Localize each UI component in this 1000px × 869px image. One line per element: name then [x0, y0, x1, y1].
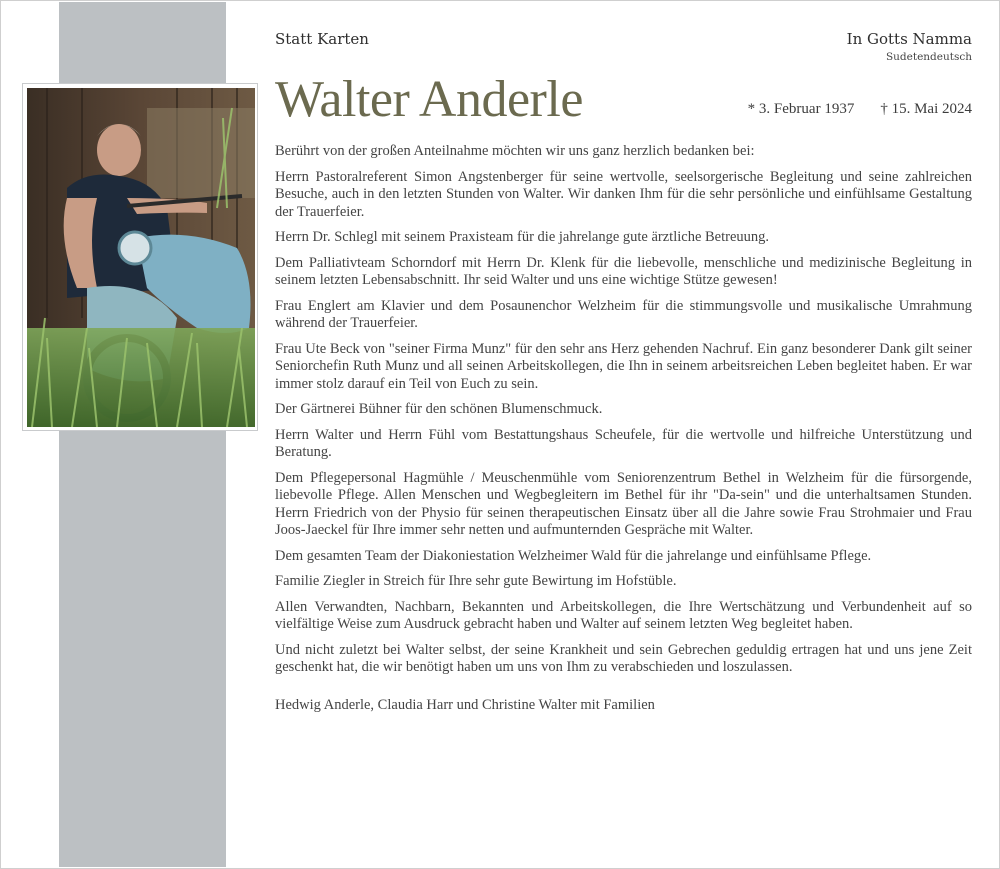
notice-content [275, 30, 972, 714]
thanks-paragraph: Dem gesamten Team der Diakoniestation Welzheimer Wald für die jahrelange und einfühlsame Pflege. [275, 547, 872, 564]
thanks-paragraph: Frau Ute Beck von "seiner Firma Munz" für den sehr ans Herz gehenden Nachruf. Ein ganz besonderer Dank gilt seiner Seniorchefin Ruth Munz und all seinen Arbeitskollegen, die Ihn in seinem arbeitsreichen Leben begleitet haben. Er war immer stolz darauf ein Teil von Euch zu sein. [275, 340, 972, 392]
thanks-paragraph: Herrn Dr. Schlegl mit seinem Praxisteam für die jahrelange gute ärztliche Betreuung. [275, 229, 770, 245]
portrait-photo-icon [27, 88, 255, 427]
thanks-paragraph: Dem Palliativteam Schorndorf mit Herrn Dr. Klenk für die liebevolle, menschliche und medizinische Begleitung in seinem letzten Lebensabschnitt. Ihr seid Walter und uns eine wichtige Stütze gewesen! [275, 254, 972, 288]
header-right-sub: Sudetendeutsch [885, 51, 972, 63]
thanks-paragraph: Herrn Walter und Herrn Fühl vom Bestattungshaus Scheufele, für die wertvolle und hilfreiche Unterstützung und Beratung. [275, 426, 972, 460]
death-date: † 15. Mai 2024 [880, 101, 972, 117]
thanks-paragraph: Allen Verwandten, Nachbarn, Bekannten und Arbeitskollegen, die Ihre Wertschätzung und Verbundenheit auf so vielfältige Weise zum Ausdruck gebracht haben und Walter auf seinem letzten Weg begleitet haben. [275, 598, 972, 632]
header-left-label: Statt Karten [275, 30, 369, 48]
thanks-paragraph: Dem Pflegepersonal Hagmühle / Meuschenmühle vom Seniorenzentrum Bethel in Welzheim für die fürsorgende, liebevolle Pflege. Allen Menschen und Wegbegleitern im Bethel für ihr "Da-sein" und die unterhaltsamen Stunden. Herrn Friedrich von der Physio für seinen therapeutischen Einsatz über all die Jahre sowie Frau Strohmaier und Frau Joos-Jaeckel für Ihre immer sehr netten und aufmunternden Gespräche mit Walter. [275, 469, 972, 538]
deceased-name: Walter Anderle [275, 71, 583, 128]
birth-date: * 3. Februar 1937 [747, 101, 855, 117]
thanks-paragraph: Der Gärtnerei Bühner für den schönen Blumenschmuck. [275, 401, 603, 417]
thanks-paragraph: Familie Ziegler in Streich für Ihre sehr gute Bewirtung im Hofstüble. [275, 573, 677, 589]
thanks-paragraph: Und nicht zuletzt bei Walter selbst, der seine Krankheit und sein Gebrechen geduldig ertragen hat und uns jene Zeit geschenkt hat, die wir benötigt haben um uns von Ihm zu verabschieden und loszulassen. [275, 641, 972, 675]
intro-text: Berührt von der großen Anteilnahme möchten wir uns ganz herzlich bedanken bei: [275, 143, 755, 159]
thanks-paragraph: Herrn Pastoralreferent Simon Angstenberger für seine wertvolle, seelsorgerische Begleitung und seine zahlreichen Besuche, auch in den letzten Stunden von Walter. Wir danken Ihm für die sehr persönliche und einfühlsame Gestaltung der Trauerfeier. [275, 168, 972, 220]
thanks-paragraph: Frau Englert am Klavier und dem Posaunenchor Welzheim für die stimmungsvolle und musikalische Umrahmung während der Trauerfeier. [275, 297, 972, 331]
name-row [275, 70, 972, 143]
portrait-photo [27, 88, 255, 427]
life-dates [748, 101, 972, 118]
header-right-label: In Gotts Namma [846, 30, 972, 48]
signature: Hedwig Anderle, Claudia Harr und Christine Walter mit Familien [275, 696, 655, 713]
